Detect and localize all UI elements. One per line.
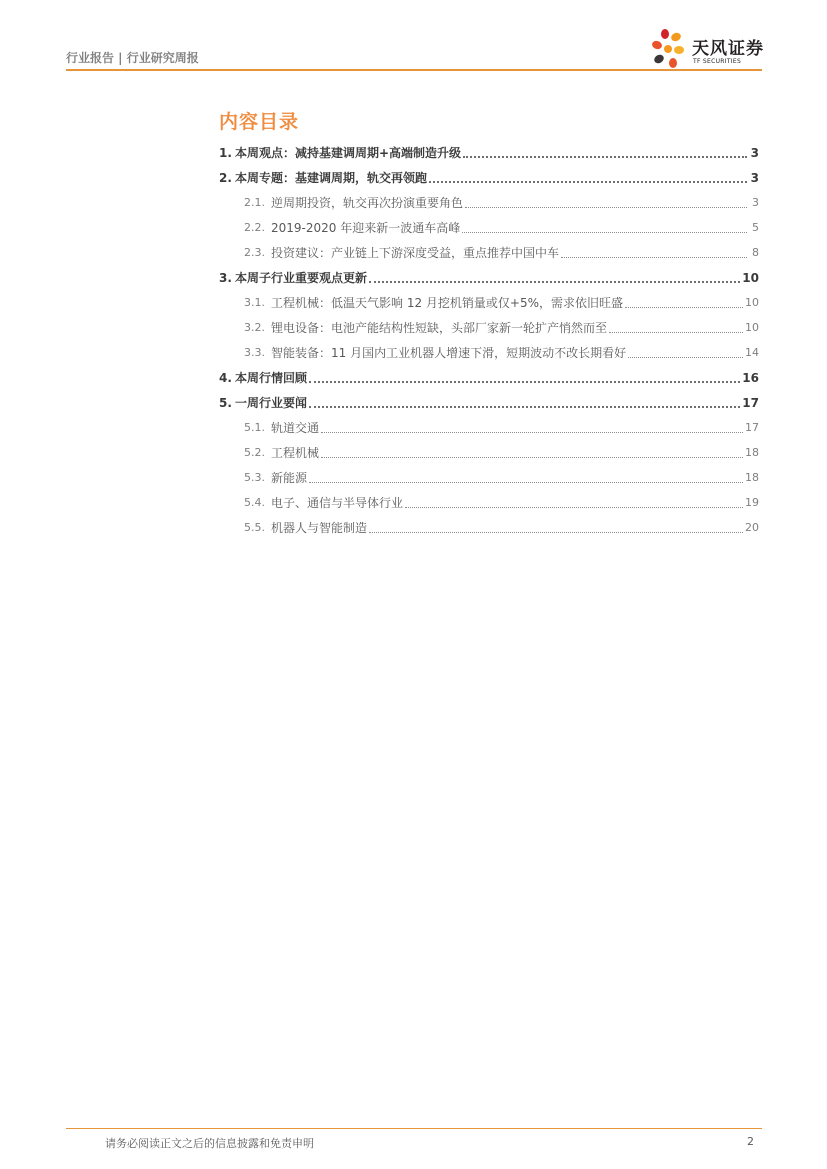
toc-entry-page: 10 bbox=[745, 296, 759, 309]
toc-dot-leader bbox=[321, 456, 743, 458]
toc-entry-label: 新能源 bbox=[271, 471, 308, 485]
toc-entry[interactable] bbox=[219, 315, 759, 340]
toc-entry[interactable] bbox=[219, 465, 759, 490]
toc-dot-leader bbox=[309, 380, 740, 383]
toc-entry-label: 2019-2020 年迎来新一波通车高峰 bbox=[271, 221, 461, 235]
toc-entry-page: 18 bbox=[745, 446, 759, 459]
toc-entry-page: 17 bbox=[745, 421, 759, 434]
toc-entry-page: 3 bbox=[750, 145, 759, 160]
flower-logo-icon bbox=[651, 28, 691, 72]
toc-entry[interactable] bbox=[219, 365, 759, 390]
toc-dot-leader bbox=[321, 431, 743, 433]
disclaimer-note: 请务必阅读正文之后的信息披露和免责申明 bbox=[105, 1137, 314, 1150]
toc-entry[interactable] bbox=[219, 215, 759, 240]
toc-entry-label: 一周行业要闻 bbox=[235, 396, 308, 410]
toc-entry-page: 20 bbox=[745, 521, 759, 534]
toc-entry-page: 16 bbox=[742, 370, 759, 385]
logo-chinese-name: 天风证券 bbox=[692, 39, 764, 59]
toc-dot-leader bbox=[369, 531, 743, 533]
toc-entry-label: 工程机械：低温天气影响 12 月挖机销量或仅+5%，需求依旧旺盛 bbox=[271, 296, 623, 310]
toc-entry-page: 18 bbox=[745, 471, 759, 484]
toc-entry-label: 锂电设备：电池产能结构性短缺，头部厂家新一轮扩产悄然而至 bbox=[271, 321, 608, 335]
toc-entry-label: 本周行情回顾 bbox=[235, 371, 308, 385]
toc-entry[interactable] bbox=[219, 265, 759, 290]
toc-entry-label: 轨道交通 bbox=[271, 421, 320, 435]
toc-entry-label: 机器人与智能制造 bbox=[271, 521, 368, 535]
toc-entry-number: 2.1. bbox=[244, 196, 265, 209]
toc-entry-page: 14 bbox=[745, 346, 759, 359]
toc-entry-number: 2.3. bbox=[244, 246, 265, 259]
toc-entry-label: 本周子行业重要观点更新 bbox=[235, 271, 368, 285]
toc-dot-leader bbox=[462, 231, 747, 233]
toc-entry-number: 5. bbox=[219, 395, 232, 410]
toc-entry-label: 工程机械 bbox=[271, 446, 320, 460]
header-divider bbox=[66, 69, 762, 71]
toc-entry[interactable] bbox=[219, 190, 759, 215]
toc-dot-leader bbox=[309, 481, 743, 483]
toc-entry-number: 5.4. bbox=[244, 496, 265, 509]
toc-entry-number: 3. bbox=[219, 270, 232, 285]
toc-dot-leader bbox=[309, 405, 740, 408]
toc-entry[interactable] bbox=[219, 165, 759, 190]
toc-entry[interactable] bbox=[219, 515, 759, 540]
toc-entry-number: 5.1. bbox=[244, 421, 265, 434]
toc-dot-leader bbox=[463, 155, 747, 158]
toc-dot-leader bbox=[625, 306, 743, 308]
toc-entry-label: 本周观点：减持基建调周期+高端制造升级 bbox=[235, 146, 462, 160]
toc-entry-label: 逆周期投资，轨交再次扮演重要角色 bbox=[271, 196, 464, 210]
toc-dot-leader bbox=[369, 280, 740, 283]
toc-entry-number: 3.1. bbox=[244, 296, 265, 309]
toc-entry-page: 17 bbox=[742, 395, 759, 410]
toc-entry[interactable] bbox=[219, 340, 759, 365]
toc-dot-leader bbox=[465, 206, 747, 208]
logo-english-name: TF SECURITIES bbox=[693, 58, 742, 65]
toc-dot-leader bbox=[628, 356, 743, 358]
toc-entry-page: 19 bbox=[745, 496, 759, 509]
toc-dot-leader bbox=[561, 256, 747, 258]
toc-entry-label: 投资建议：产业链上下游深度受益，重点推荐中国中车 bbox=[271, 246, 560, 260]
toc-entry-label: 本周专题：基建调周期，轨交再领跑 bbox=[235, 171, 428, 185]
toc-title: 内容目录 bbox=[219, 111, 300, 133]
toc-entry-page: 10 bbox=[742, 270, 759, 285]
page-number: 2 bbox=[747, 1135, 754, 1148]
toc-entry-label: 智能装备：11 月国内工业机器人增速下滑，短期波动不改长期看好 bbox=[271, 346, 627, 360]
toc-entry-number: 3.3. bbox=[244, 346, 265, 359]
table-of-contents bbox=[219, 140, 759, 540]
toc-entry-page: 8 bbox=[752, 246, 759, 259]
toc-entry-number: 5.3. bbox=[244, 471, 265, 484]
toc-entry-number: 1. bbox=[219, 145, 232, 160]
company-logo bbox=[651, 28, 776, 72]
toc-entry[interactable] bbox=[219, 415, 759, 440]
toc-entry-page: 10 bbox=[745, 321, 759, 334]
toc-entry-label: 电子、通信与半导体行业 bbox=[271, 496, 404, 510]
report-category: 行业报告 | 行业研究周报 bbox=[66, 51, 199, 65]
toc-entry-number: 5.2. bbox=[244, 446, 265, 459]
toc-entry-page: 3 bbox=[752, 196, 759, 209]
toc-dot-leader bbox=[405, 506, 743, 508]
toc-entry-number: 4. bbox=[219, 370, 232, 385]
toc-entry[interactable] bbox=[219, 140, 759, 165]
toc-entry[interactable] bbox=[219, 290, 759, 315]
toc-entry-number: 5.5. bbox=[244, 521, 265, 534]
toc-dot-leader bbox=[609, 331, 743, 333]
toc-entry[interactable] bbox=[219, 440, 759, 465]
toc-entry-page: 5 bbox=[752, 221, 759, 234]
toc-entry[interactable] bbox=[219, 390, 759, 415]
toc-dot-leader bbox=[429, 180, 747, 183]
toc-entry-number: 3.2. bbox=[244, 321, 265, 334]
toc-entry[interactable] bbox=[219, 240, 759, 265]
toc-entry-number: 2.2. bbox=[244, 221, 265, 234]
footer-divider bbox=[66, 1128, 762, 1129]
toc-entry-number: 2. bbox=[219, 170, 232, 185]
toc-entry[interactable] bbox=[219, 490, 759, 515]
toc-entry-page: 3 bbox=[750, 170, 759, 185]
